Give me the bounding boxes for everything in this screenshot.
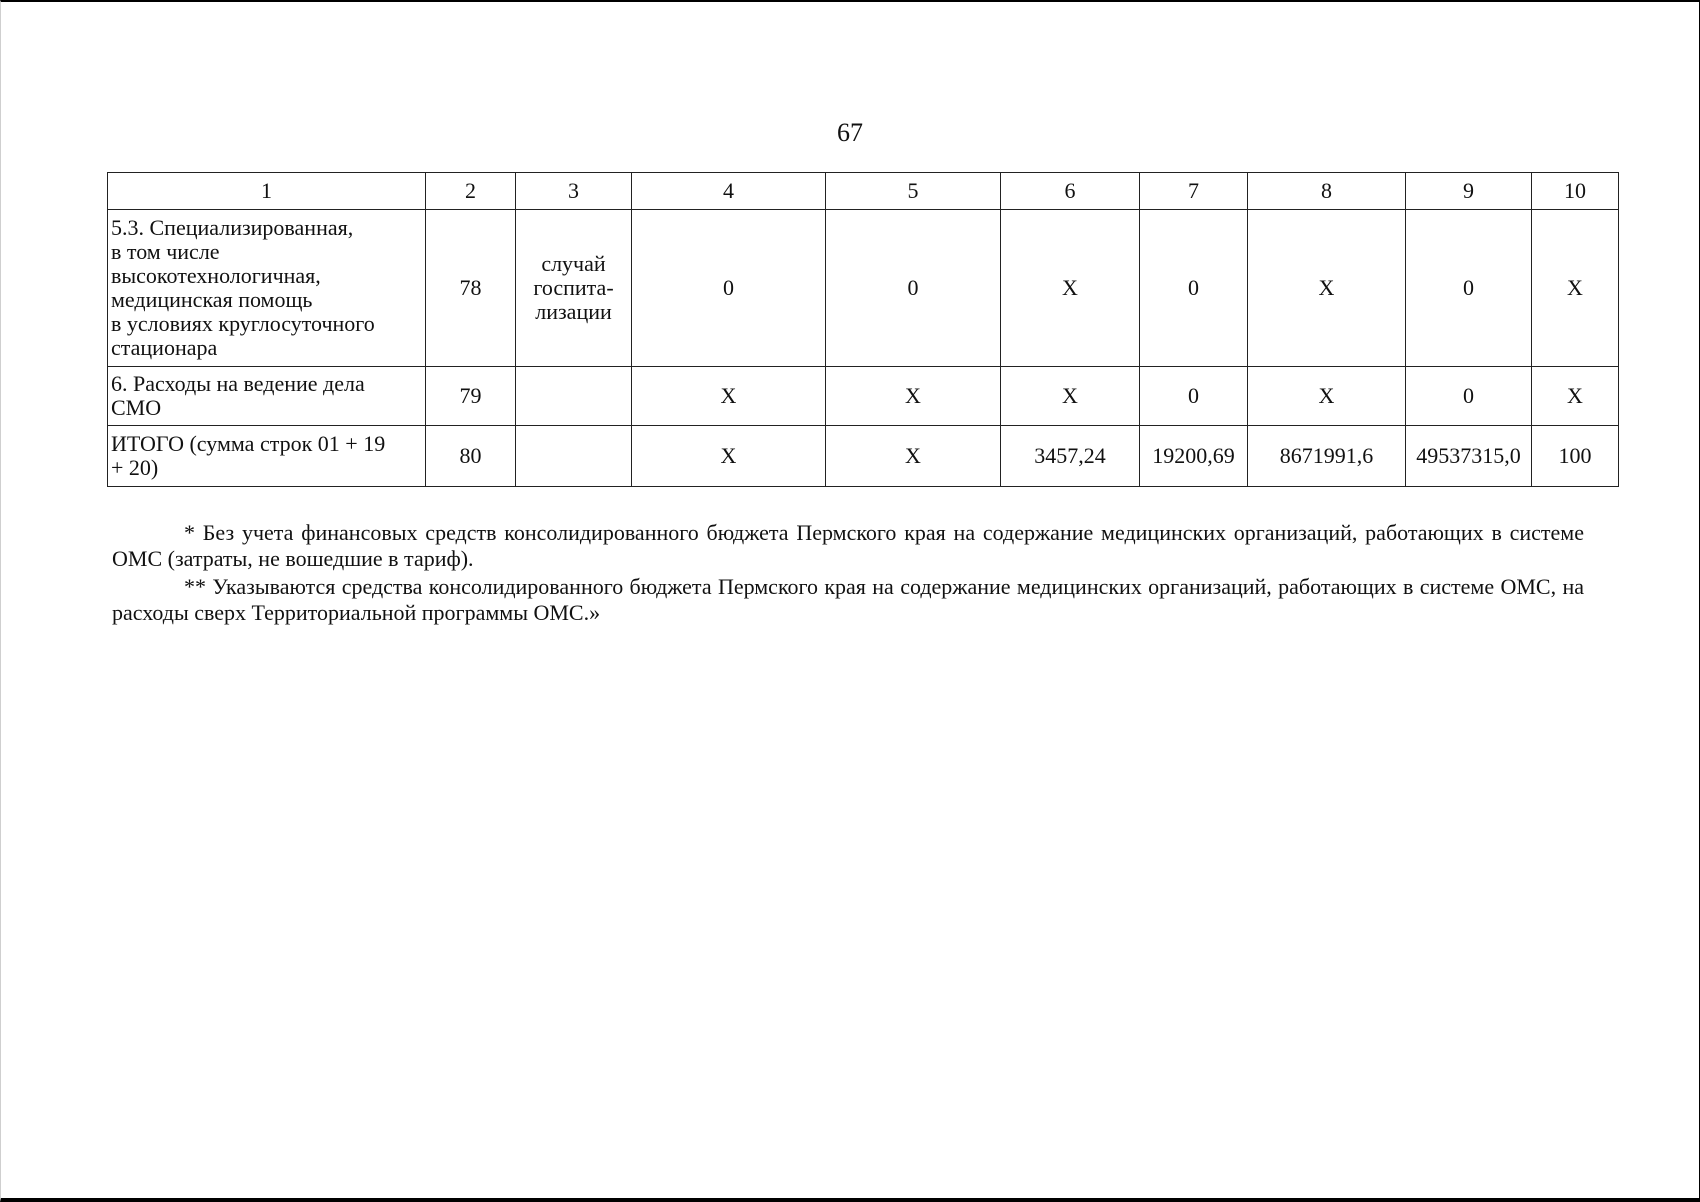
table-cell: 0 — [1406, 367, 1532, 426]
table-cell: 19200,69 — [1140, 426, 1248, 487]
row-unit-cell — [516, 426, 632, 487]
row-unit-cell — [516, 367, 632, 426]
page-number: 67 — [837, 118, 863, 147]
table-cell: X — [1001, 367, 1140, 426]
header-cell: 9 — [1406, 173, 1532, 210]
table-cell: 3457,24 — [1001, 426, 1140, 487]
table-cell: X — [826, 367, 1001, 426]
header-cell: 6 — [1001, 173, 1140, 210]
table-cell: X — [632, 367, 826, 426]
header-cell: 1 — [108, 173, 426, 210]
data-table — [107, 172, 1619, 487]
header-cell: 3 — [516, 173, 632, 210]
header-cell: 2 — [426, 173, 516, 210]
row-unit-cell: случай госпита- лизации — [516, 210, 632, 367]
row-code-cell: 80 — [426, 426, 516, 487]
header-cell: 10 — [1532, 173, 1619, 210]
table-cell: 49537315,0 — [1406, 426, 1532, 487]
row-name-cell: 5.3. Специализированная, в том числе высокотехнологичная, медицинская помощь в условиях круглосуточного стационара — [108, 210, 426, 367]
header-cell: 7 — [1140, 173, 1248, 210]
table-cell: 0 — [826, 210, 1001, 367]
footnotes — [112, 520, 1584, 628]
table-cell: 100 — [1532, 426, 1619, 487]
table-cell: 0 — [1406, 210, 1532, 367]
header-cell: 8 — [1248, 173, 1406, 210]
table-row — [108, 210, 1619, 367]
footnote: ** Указываются средства консолидированного бюджета Пермского края на содержание медицинских организаций, работающих в системе ОМС, на расходы сверх Территориальной программы ОМС.» — [112, 574, 1584, 625]
row-code-cell: 78 — [426, 210, 516, 367]
row-code-cell: 79 — [426, 367, 516, 426]
table-cell: X — [632, 426, 826, 487]
table-cell: X — [1248, 210, 1406, 367]
table-cell: 0 — [1140, 210, 1248, 367]
table-header-row — [108, 173, 1619, 210]
table-cell: X — [1532, 367, 1619, 426]
row-name-cell: ИТОГО (сумма строк 01 + 19 + 20) — [108, 426, 426, 487]
table-cell: 0 — [632, 210, 826, 367]
table-row-total — [108, 426, 1619, 487]
table-cell: 0 — [1140, 367, 1248, 426]
header-cell: 5 — [826, 173, 1001, 210]
table-cell: 8671991,6 — [1248, 426, 1406, 487]
table-cell: X — [1248, 367, 1406, 426]
header-cell: 4 — [632, 173, 826, 210]
table-row — [108, 367, 1619, 426]
table-cell: X — [1001, 210, 1140, 367]
table-cell: X — [1532, 210, 1619, 367]
footnote: * Без учета финансовых средств консолидированного бюджета Пермского края на содержание медицинских организаций, работающих в системе ОМС (затраты, не вошедшие в тариф). — [112, 520, 1584, 571]
table-cell: X — [826, 426, 1001, 487]
row-name-cell: 6. Расходы на ведение дела СМО — [108, 367, 426, 426]
